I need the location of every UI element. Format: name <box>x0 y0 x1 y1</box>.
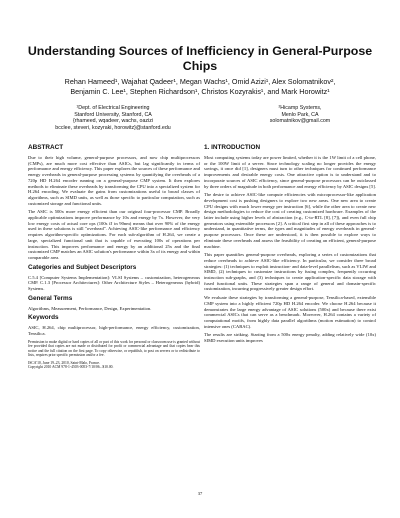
categories-text: C.5.4 [Computer Systems Implementation]: VLSI Systems – customization, heterogeneous CMP. C.1.3 [Processor Architectures]: Other Architecture Styles – Heterogeneous (hybrid) Systems. <box>28 274 200 292</box>
categories-heading: Categories and Subject Descriptors <box>28 263 137 271</box>
permission-notice: Permission to make digital or hard copies of all or part of this work for personal or classroom use is granted without fee provided that copies are not made or distributed for profit or commercial advantage and that copies bear this notice and the full citation on the first page. To copy otherwise, or republish, to post on servers or to redistribute to lists, requires prior specific permission and/or a fee. <box>28 339 200 358</box>
keywords-heading: Keywords <box>28 314 59 322</box>
right-column <box>204 144 376 347</box>
conference-info: ISCA'10, June 19–23, 2010, Saint-Malo, France. <box>28 360 100 365</box>
affiliation-email: {rhameed, wqadeer, wachs, oazizi <box>72 118 154 125</box>
general-terms-heading: General Terms <box>28 294 73 302</box>
authors-line-1: Rehan Hameed¹, Wajahat Qadeer¹, Megan Wachs¹, Omid Azizi¹, Alex Solomatnikov², <box>64 77 336 86</box>
general-terms-text: Algorithms, Measurement, Performance, Design, Experimentation. <box>28 305 152 311</box>
abstract-paragraph: The ASIC is 500x more energy efficient than our original four-processor CMP. Broadly applicable optimizations improve performance by 10x and energy by 7x. However, the very low energy costs of actual core ops (100s fJ in 90nm) means that over 90% of the energy used in these solutions is still "overhead". Achieving ASIC-like performance and efficiency requires algorithm-specific optimizations. For each sub-algorithm of H.264, we create a large, specialized functional unit that is capable of executing 100s of operations per instruction. This improves performance and energy by an additional 25x and the final customized CMP matches an ASIC solution's performance within 3x of its energy and within comparable area. <box>28 209 200 260</box>
affiliation-line: Menlo Park, CA <box>281 111 319 118</box>
abstract-heading: ABSTRACT <box>28 144 64 151</box>
introduction-paragraph: We evaluate these strategies by transforming a general-purpose, Tensilica-based, extensible CMP system into a highly efficient 720p HD H.264 encoder. We choose H.264 because it demonstrates the large energy advantage of ASIC solutions (500x) and because there exist commercial ASICs that can serve as a benchmark. Moreover, H.264 contains a variety of computational motifs, from highly data parallel algorithms (motion estimation) to control intensive ones (CABAC). <box>204 295 376 329</box>
introduction-heading: 1. INTRODUCTION <box>204 144 261 151</box>
author-list <box>22 77 378 96</box>
copyright-notice: Copyright 2010 ACM 978-1-4503-0053-7/10/06...$10.00. <box>28 365 114 370</box>
affiliation-email: bcclee, steveri, kozyraki, horowitz}@stanford.edu <box>55 124 171 131</box>
keywords-text: ASIC, H.264, chip multiprocessor, high-performance, energy efficiency, customization, Tensilica. <box>28 325 200 337</box>
abstract-paragraph: Due to their high volume, general-purpose processors, and now chip multiprocessors (CMPs), are much more cost effective than ASICs, but lag significantly in terms of performance and energy efficiency. This paper explores the sources of these performance and energy overheads in general-purpose processing systems by quantifying the overheads of a 720p HD H.264 encoder running on a general-purpose CMP system. It then explores methods to eliminate these overheads by transforming the CPU into a specialized system for H.264 encoding. We evaluate the gains from customizations useful to broad classes of algorithms, such as SIMD units, as well as those specific to particular computation, such as customized storage and functional units. <box>28 155 200 206</box>
affiliation-email: solomatnikov@gmail.com <box>269 118 331 125</box>
affiliation-hicamp <box>225 105 375 125</box>
introduction-paragraph: The desire to achieve ASIC-like compute efficiencies with microprocessor-like application development cost is pushing designers to explore two new areas. One new area to create CPU designs with much lower energy per instruction [6], while the other area to create new design methodologies to reduce the cost of creating customized hardware. Examples of the latter include using higher levels of abstraction (e.g., C-to-RTL [8], [7]), and even full chip generators using extensible processors [2]. A critical first step in all of these approaches is to understand, in quantitative terms, the types and magnitudes of energy overheads in general-purpose processors. Once these are understood, it is then possible to explore ways to eliminate these overheads and assess the feasibility of creating an efficient, general-purpose machine. <box>204 192 376 249</box>
introduction-paragraph: Most computing systems today are power limited, whether it is the 1W limit of a cell phone, or the 100W limit of a server. Since technology scaling no longer provides the energy savings, it once did [1], designers must turn to other techniques for continued performance improvements and desirable energy costs. One attractive option is to understand and to incorporate sources of ASIC efficiency, since general-purpose processors can be outclassed by three orders of magnitude in both performance and energy efficiency by ASIC designs [5]. <box>204 155 376 189</box>
affiliation-stanford <box>28 105 198 131</box>
affiliation-line: ²Hicamp Systems, <box>278 105 322 111</box>
affiliation-line: Stanford University, Stanford, CA <box>74 111 152 118</box>
introduction-paragraph: The results are striking. Starting from a 500x energy penalty, adding relatively wide (10x) SIMD execution units improves <box>204 332 376 344</box>
paper-title: Understanding Sources of Inefficiency in General-Purpose Chips <box>27 44 373 73</box>
left-column <box>28 144 200 370</box>
affiliation-line: ¹Dept. of Electrical Engineering <box>76 105 150 111</box>
authors-line-2: Benjamin C. Lee¹, Stephen Richardson¹, Christos Kozyrakis¹, and Mark Horowitz¹ <box>70 86 330 96</box>
page-number: 37 <box>197 491 203 496</box>
introduction-paragraph: This paper quantifies general-purpose overheads, exploring a series of customizations that reduce overheads to achieve ASIC-like efficiency. In particular, we consider three broad strategies: (1) techniques to exploit instruction- and data-level parallelism, such as VLIW and SIMD, (2) techniques to customize instructions by fusing complex, frequently occurring instruction sub-graphs, and (3) techniques to create application-specific data storage with fused functional units. These strategies span a range of general and domain-specific customization, incurring progressively greater design effort. <box>204 252 376 292</box>
